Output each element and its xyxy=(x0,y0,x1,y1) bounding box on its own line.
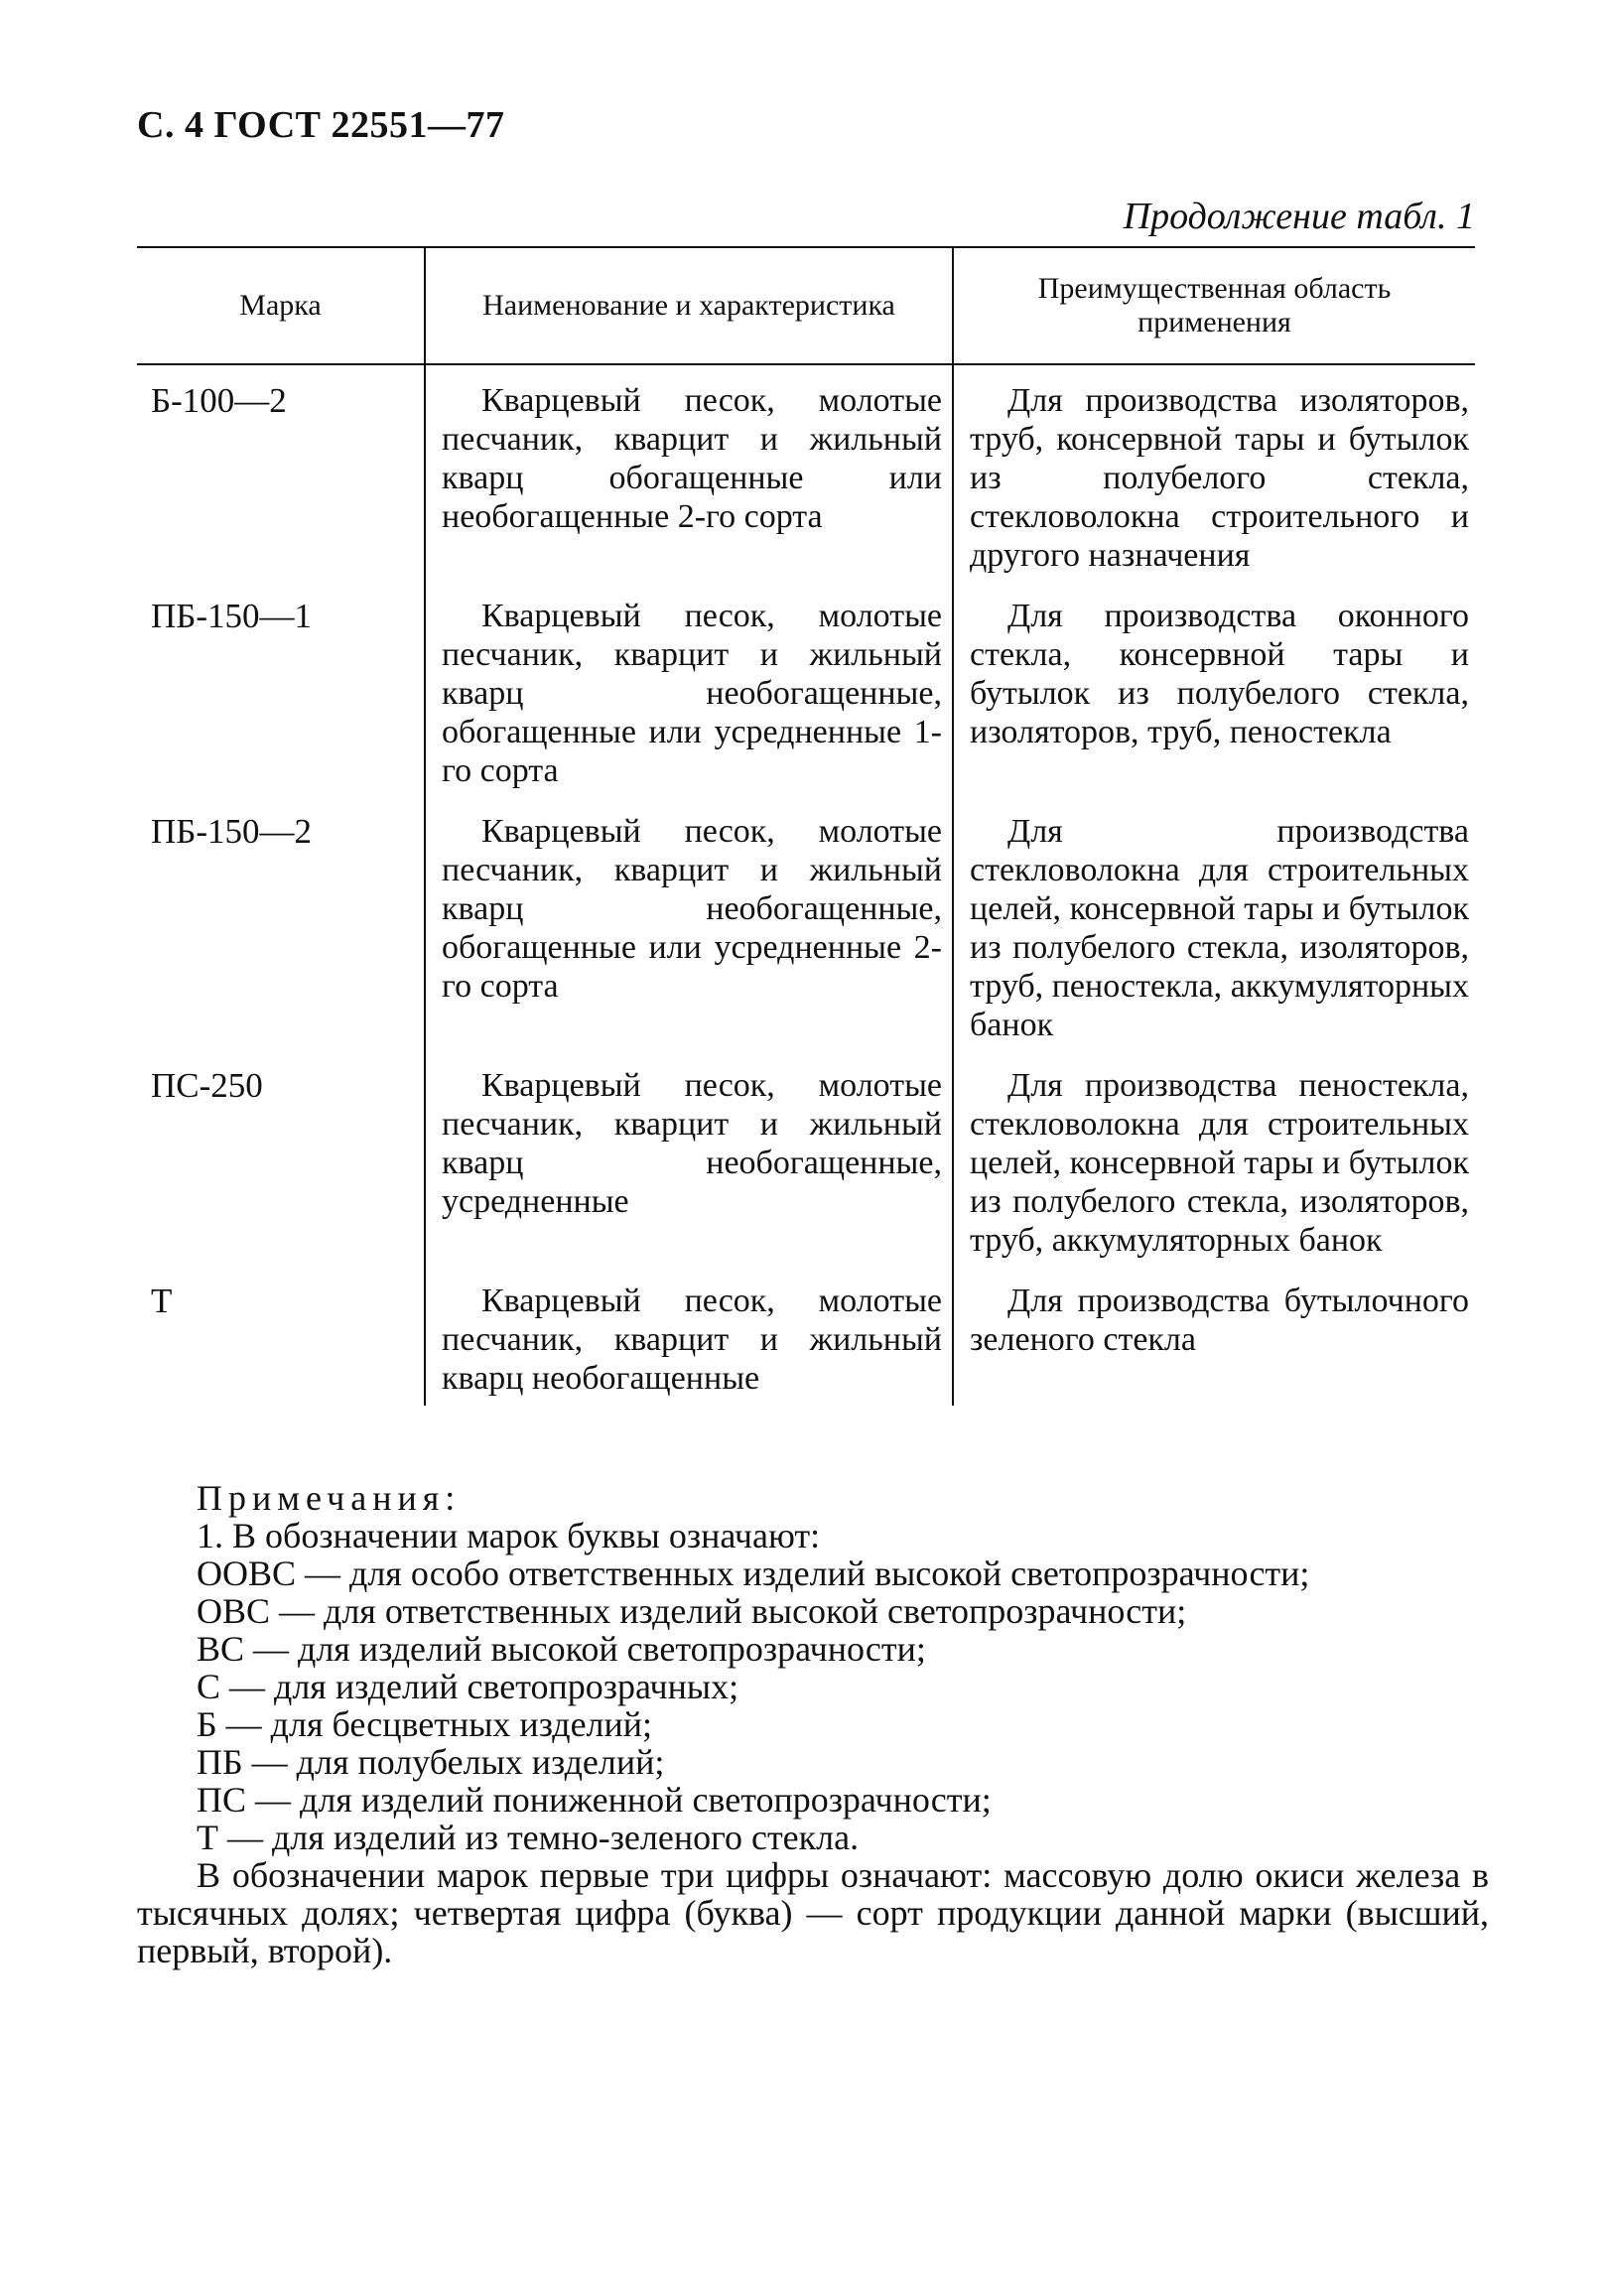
notes-definition: Б — для бесцветных изделий; xyxy=(197,1704,653,1744)
table-row xyxy=(137,1066,1475,1282)
row-usage: Для производства стекловолокна для строительных целей, консервной тары и бутылок из полубелого стекла, изоляторов, труб, пеностекла, аккумуляторных банок xyxy=(953,812,1475,1066)
notes-definition: ПБ — для полубелых изделий; xyxy=(197,1742,665,1782)
table-continuation-label: Продолжение табл. 1 xyxy=(1123,196,1475,237)
notes-digits-explanation: В обозначении марок первые три цифры означают: массовую долю окиси железа в тысячных долях; четвертая цифра (буква) — сорт продукции данной марки (высший, первый, второй). xyxy=(137,1855,1489,1970)
table-row xyxy=(137,364,1475,597)
row-description: Кварцевый песок, молотые песчаник, кварцит и жильный кварц необогащенные, обогащенные или усредненные 1-го сорта xyxy=(425,597,953,812)
row-description: Кварцевый песок, молотые песчаник, кварцит и жильный кварц необогащенные, усредненные xyxy=(425,1066,953,1282)
column-header-description: Наименование и характеристика xyxy=(425,247,953,364)
row-mark: Б-100—2 xyxy=(151,381,287,420)
row-description: Кварцевый песок, молотые песчаник, кварцит и жильный кварц необогащенные, обогащенные или усредненные 2-го сорта xyxy=(425,812,953,1066)
notes-definition: Т — для изделий из темно-зеленого стекла. xyxy=(197,1818,860,1857)
notes-item-intro: 1. В обозначении марок буквы означают: xyxy=(197,1516,821,1555)
notes-definition: С — для изделий светопрозрачных; xyxy=(197,1667,739,1706)
page-header: С. 4 ГОСТ 22551—77 xyxy=(137,104,505,146)
table-header-row xyxy=(137,247,1475,364)
table-row xyxy=(137,597,1475,812)
grade-table xyxy=(137,246,1475,1406)
row-mark: ПБ-150—1 xyxy=(151,597,313,635)
row-mark: ПБ-150—2 xyxy=(151,812,313,851)
notes-definition: ВС — для изделий высокой светопрозрачности; xyxy=(197,1629,926,1669)
column-header-usage: Преимущественная область применения xyxy=(953,247,1475,364)
row-usage: Для производства пеностекла, стекловолокна для строительных целей, консервной тары и бутылок из полубелого стекла, изоляторов, труб, аккумуляторных банок xyxy=(953,1066,1475,1282)
notes-definition: ООВС — для особо ответственных изделий высокой светопрозрачности; xyxy=(197,1553,1310,1593)
notes-definition: ПС — для изделий пониженной светопрозрачности; xyxy=(197,1780,992,1820)
row-description: Кварцевый песок, молотые песчаник, кварцит и жильный кварц необогащенные xyxy=(425,1282,953,1406)
notes-title: Примечания: xyxy=(197,1478,462,1518)
table-row xyxy=(137,1282,1475,1406)
row-usage: Для производства оконного стекла, консервной тары и бутылок из полубелого стекла, изоляторов, труб, пеностекла xyxy=(953,597,1475,812)
column-header-mark: Марка xyxy=(137,247,425,364)
row-description: Кварцевый песок, молотые песчаник, кварцит и жильный кварц обогащенные или необогащенные 2-го сорта xyxy=(425,364,953,597)
table-row xyxy=(137,812,1475,1066)
notes-definition: ОВС — для ответственных изделий высокой светопрозрачности; xyxy=(197,1591,1187,1631)
notes-section xyxy=(137,1479,1489,1969)
row-usage: Для производства бутылочного зеленого стекла xyxy=(953,1282,1475,1406)
row-usage: Для производства изоляторов, труб, консервной тары и бутылок из полубелого стекла, стекловолокна строительного и другого назначения xyxy=(953,364,1475,597)
row-mark: ПС-250 xyxy=(151,1066,263,1105)
row-mark: Т xyxy=(151,1282,173,1320)
